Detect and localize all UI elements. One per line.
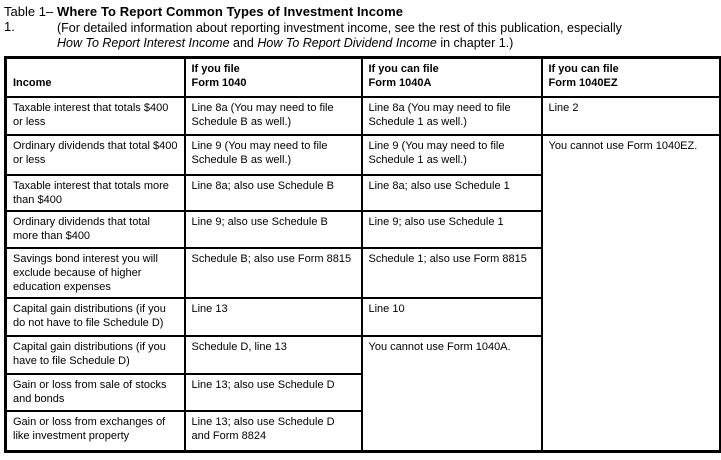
subtitle-italic-1: How To Report Interest Income [57,36,230,50]
cell-form1040: Line 8a (You may need to file Schedule B as well.) [185,97,362,135]
cell-form1040a: Line 9; also use Schedule 1 [362,211,542,248]
cell-form1040a: Line 10 [362,298,542,336]
col-header-form1040a-line1: If you can file [368,63,439,75]
cell-income: Gain or loss from exchanges of like investment property [6,411,185,451]
table-number: Table 1–1. [4,4,54,34]
cell-form1040a: Line 8a (You may need to file Schedule 1 as well.) [362,97,542,135]
subtitle-text-3: in chapter 1.) [436,36,514,50]
cell-income: Ordinary dividends that total more than $400 [6,211,185,248]
table-row [6,135,721,175]
cell-income: Taxable interest that totals more than $400 [6,175,185,211]
subtitle-text-1: (For detailed information about reporting investment income, see the rest of this publication, especially [57,21,622,35]
table-caption [0,0,721,51]
cell-income: Capital gain distributions (if you do not have to file Schedule D) [6,298,185,336]
merged-note-cannot-use-1040a: You cannot use Form 1040A. [362,336,542,451]
cell-form1040: Line 13; also use Schedule D and Form 8824 [185,411,362,451]
subtitle-italic-2: How To Report Dividend Income [257,36,437,50]
col-header-form1040ez-line2: Form 1040EZ [548,77,618,89]
investment-income-table [4,56,721,453]
cell-form1040: Line 9; also use Schedule B [185,211,362,248]
cell-form1040: Line 13 [185,298,362,336]
cell-income: Savings bond interest you will exclude because of higher education expenses [6,248,185,298]
table-header-row [6,58,721,98]
cell-income: Capital gain distributions (if you have to file Schedule D) [6,336,185,374]
col-header-income [6,58,185,98]
cell-income: Gain or loss from sale of stocks and bonds [6,374,185,411]
cell-income: Ordinary dividends that total $400 or less [6,135,185,175]
table-row [6,97,721,135]
cell-form1040: Schedule D, line 13 [185,336,362,374]
cell-form1040a: Schedule 1; also use Form 8815 [362,248,542,298]
subtitle-text-2: and [229,36,258,50]
cell-form1040: Schedule B; also use Form 8815 [185,248,362,298]
col-header-form1040-line1: If you file [191,63,240,75]
cell-form1040a: Line 9 (You may need to file Schedule 1 as well.) [362,135,542,175]
merged-note-cannot-use-1040ez: You cannot use Form 1040EZ. [542,135,721,451]
col-header-form1040a-line2: Form 1040A [368,77,432,89]
table-subtitle [57,21,721,51]
cell-income: Taxable interest that totals $400 or less [6,97,185,135]
caption-body [57,4,721,51]
cell-form1040a: Line 8a; also use Schedule 1 [362,175,542,211]
col-header-form1040ez [542,58,721,98]
col-header-form1040-line2: Form 1040 [191,77,247,89]
cell-form1040ez: Line 2 [542,97,721,135]
col-header-form1040ez-line1: If you can file [548,63,619,75]
col-header-form1040a [362,58,542,98]
col-header-income-label: Income [13,77,52,89]
cell-form1040: Line 8a; also use Schedule B [185,175,362,211]
cell-form1040: Line 9 (You may need to file Schedule B as well.) [185,135,362,175]
table-title: Where To Report Common Types of Investment Income [57,4,404,19]
col-header-form1040 [185,58,362,98]
cell-form1040: Line 13; also use Schedule D [185,374,362,411]
